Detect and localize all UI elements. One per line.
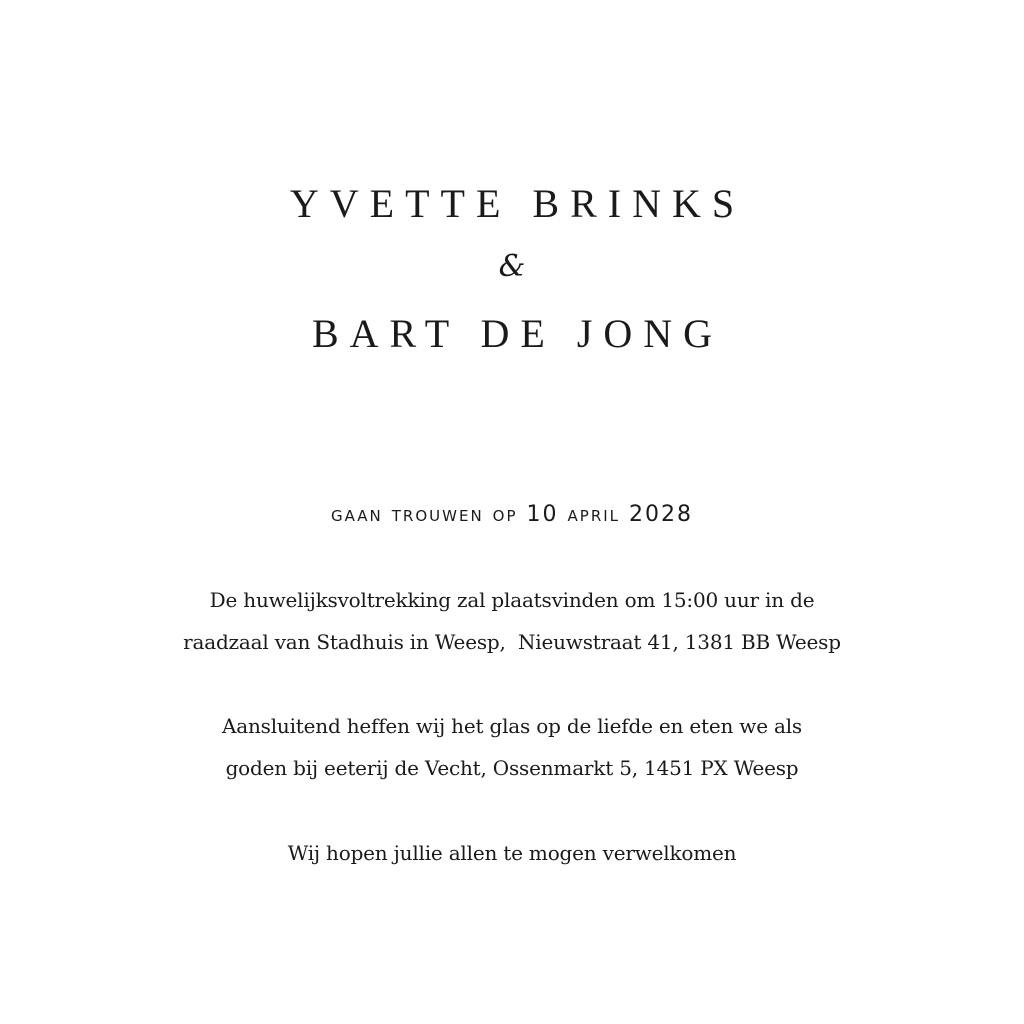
closing-line: Wij hopen jullie allen te mogen verwelkomen bbox=[287, 841, 737, 865]
date-month: april bbox=[558, 502, 630, 527]
dinner-line-2: goden bij eeterij de Vecht, Ossenmarkt 5, 1451 PX Weesp bbox=[225, 756, 799, 780]
date-day: 10 bbox=[526, 502, 559, 527]
date-year: 2028 bbox=[629, 502, 694, 527]
wedding-date-line bbox=[0, 502, 1024, 528]
date-prefix: gaan trouwen op bbox=[330, 502, 527, 527]
ceremony-paragraph bbox=[0, 579, 1024, 663]
dinner-line-1: Aansluitend heffen wij het glas op de liefde en eten we als bbox=[222, 714, 802, 738]
closing-paragraph bbox=[0, 832, 1024, 874]
ceremony-line-1: De huwelijksvoltrekking zal plaatsvinden om 15:00 uur in de bbox=[209, 588, 815, 612]
ampersand: & bbox=[498, 249, 526, 284]
dinner-paragraph bbox=[0, 705, 1024, 789]
ceremony-line-2: raadzaal van Stadhuis in Weesp, Nieuwstraat 41, 1381 BB Weesp bbox=[183, 630, 841, 654]
groom-name: BART DE JONG bbox=[311, 311, 724, 356]
bride-name: YVETTE BRINKS bbox=[289, 181, 746, 226]
